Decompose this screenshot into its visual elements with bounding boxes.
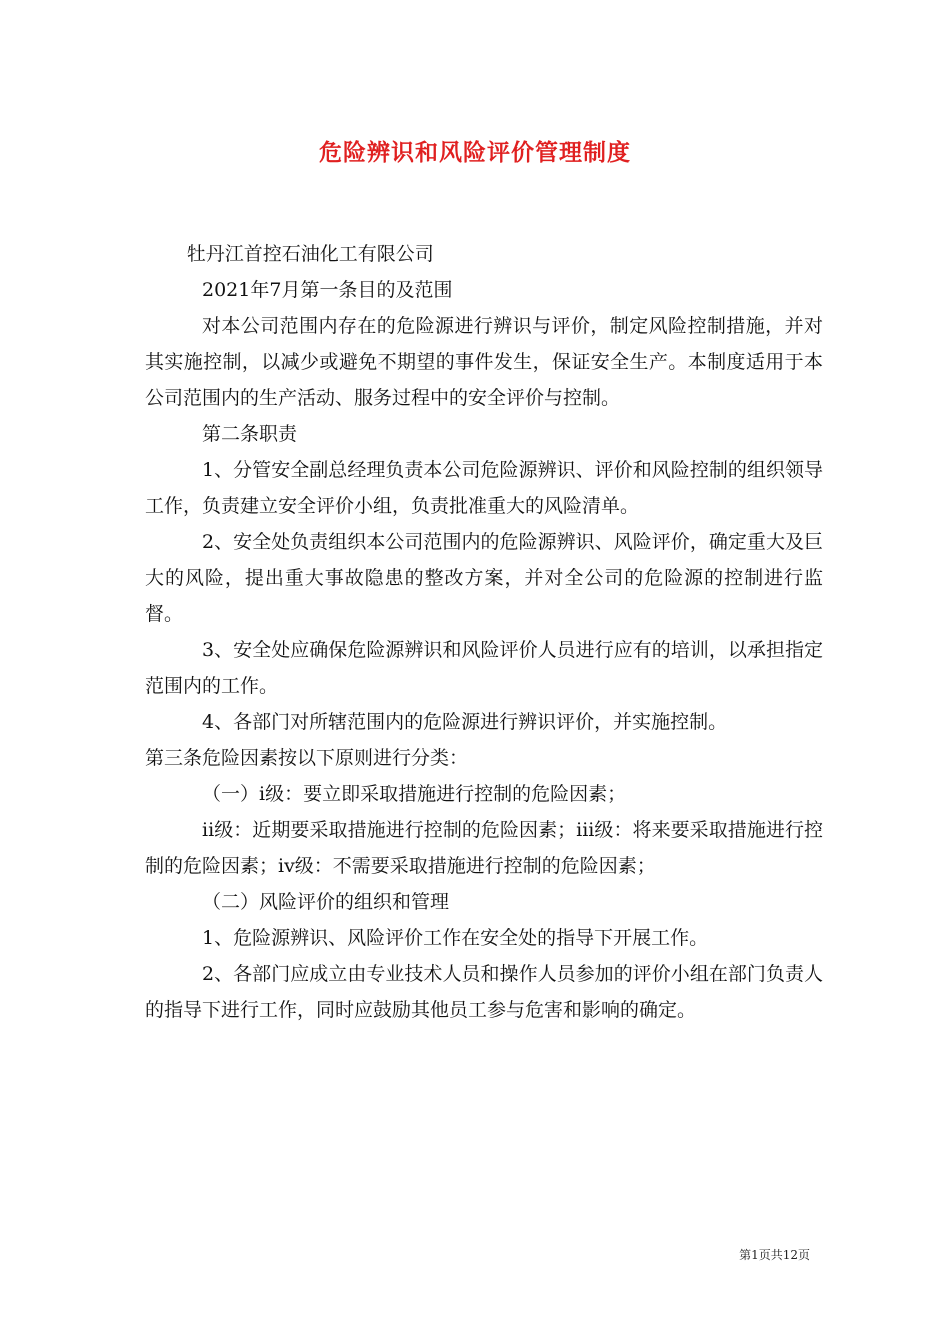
article-three-heading: 第三条危险因素按以下原则进行分类：	[145, 747, 469, 769]
date-and-article-one-heading: 2021年7月第一条目的及范围	[202, 279, 453, 301]
risk-level-i: （一）i级：要立即采取措施进行控制的危险因素；	[202, 783, 627, 805]
duty-item-4: 4、各部门对所辖范围内的危险源进行辨识评价，并实施控制。	[202, 711, 728, 733]
page-title: 危险辨识和风险评价管理制度	[319, 139, 631, 166]
duty-item-1: 1、分管安全副总经理负责本公司危险源辨识、评价和风险控制的组织领导工作，负责建立安全评价小组，负责批准重大的风险清单。	[145, 459, 823, 517]
document-body	[145, 236, 823, 1028]
management-item-2: 2、各部门应成立由专业技术人员和操作人员参加的评价小组在部门负责人的指导下进行工作，同时应鼓励其他员工参与危害和影响的确定。	[145, 963, 823, 1021]
risk-levels-ii-iv: ii级：近期要采取措施进行控制的危险因素；iii级：将来要采取措施进行控制的危险因素；iv级：不需要采取措施进行控制的危险因素；	[145, 819, 823, 877]
company-name: 牡丹江首控石油化工有限公司	[186, 243, 434, 265]
duty-item-3: 3、安全处应确保危险源辨识和风险评价人员进行应有的培训，以承担指定范围内的工作。	[145, 639, 823, 697]
section-two-heading: （二）风险评价的组织和管理	[202, 891, 450, 913]
article-two-heading: 第二条职责	[202, 423, 298, 445]
duty-item-2: 2、安全处负责组织本公司范围内的危险源辨识、风险评价，确定重大及巨大的风险，提出重大事故隐患的整改方案，并对全公司的危险源的控制进行监督。	[145, 531, 823, 625]
purpose-scope-paragraph: 对本公司范围内存在的危险源进行辨识与评价，制定风险控制措施，并对其实施控制，以减少或避免不期望的事件发生，保证安全生产。本制度适用于本公司范围内的生产活动、服务过程中的安全评价与控制。	[145, 315, 823, 409]
management-item-1: 1、危险源辨识、风险评价工作在安全处的指导下开展工作。	[202, 927, 709, 949]
page-number: 第1页共12页	[739, 1248, 810, 1262]
